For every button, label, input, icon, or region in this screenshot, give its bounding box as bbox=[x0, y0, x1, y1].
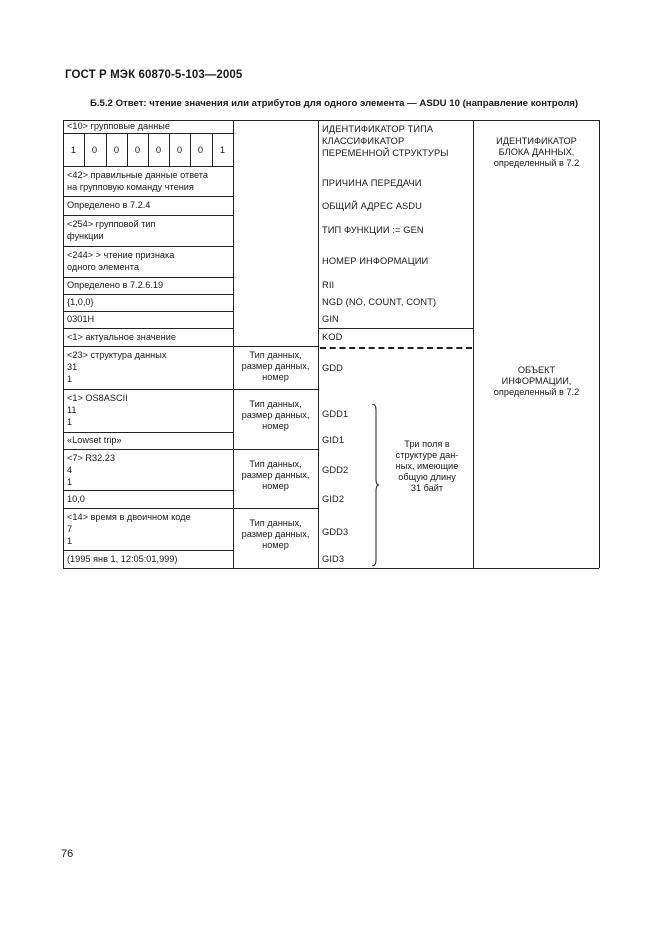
label-fun: ТИП ФУНКЦИИ := GEN bbox=[322, 225, 424, 235]
label-gdd: GDD bbox=[322, 363, 343, 373]
bit-3: 0 bbox=[113, 144, 120, 155]
correct-response-line-1: <42> правильные данные ответа bbox=[67, 170, 208, 180]
type-note-gdd3: Тип данных, размер данных, номер bbox=[241, 518, 310, 550]
gdd2-size: 4 bbox=[67, 465, 73, 475]
group-data-label: <10> групповые данные bbox=[67, 121, 170, 131]
type-note-gdd2: Тип данных, размер данных, номер bbox=[241, 459, 310, 491]
gid3-value: (1995 янв 1, 12:05:01,999) bbox=[67, 554, 178, 564]
gdd1-number: 1 bbox=[67, 417, 73, 427]
gid1-value: «Lowset trip» bbox=[67, 435, 122, 445]
three-fields-brace bbox=[371, 404, 379, 566]
label-gdd3: GDD3 bbox=[322, 527, 349, 537]
bit-1: 1 bbox=[70, 144, 77, 155]
label-vsq-1: КЛАССИФИКАТОР bbox=[322, 136, 405, 146]
data-unit-identifier: ИДЕНТИФИКАТОР БЛОКА ДАННЫХ, определенный в 7.2 bbox=[493, 136, 580, 168]
bit-5: 0 bbox=[155, 144, 162, 155]
defined-7-2-6-19: Определено в 7.2.6.19 bbox=[67, 280, 164, 290]
bit-6: 0 bbox=[176, 144, 183, 155]
gdd0-number: 1 bbox=[67, 374, 73, 384]
label-gid2: GID2 bbox=[322, 494, 345, 504]
label-asdu-addr: ОБЩИЙ АДРЕС ASDU bbox=[322, 201, 422, 211]
bit-7: 0 bbox=[197, 144, 204, 155]
label-type-id: ИДЕНТИФИКАТОР ТИПА bbox=[322, 124, 434, 134]
gin-value: 0301H bbox=[67, 314, 95, 324]
group-type-line-2: функции bbox=[67, 231, 104, 241]
correct-response-line-2: на групповую команду чтения bbox=[67, 182, 194, 192]
section-title: Б.5.2 Ответ: чтение значения или атрибутов для одного элемента — ASDU 10 (направление контроля) bbox=[90, 98, 579, 109]
bit-8: 1 bbox=[219, 144, 226, 155]
kod-value: <1> актуальное значение bbox=[67, 332, 176, 342]
type-note-gdd: Тип данных, размер данных, номер bbox=[241, 350, 310, 382]
gdd2-type: <7> R32.23 bbox=[67, 453, 116, 463]
bit-2: 0 bbox=[91, 144, 98, 155]
gdd3-number: 1 bbox=[67, 536, 73, 546]
page-number: 76 bbox=[61, 848, 74, 860]
label-rii: RII bbox=[322, 280, 335, 290]
gdd3-type: <14> время в двоичном коде bbox=[67, 512, 191, 522]
read-attr-line-1: <244> > чтение признака bbox=[67, 250, 175, 260]
label-gdd2: GDD2 bbox=[322, 465, 349, 475]
gdd2-number: 1 bbox=[67, 477, 73, 487]
label-gdd1: GDD1 bbox=[322, 409, 349, 419]
label-cot: ПРИЧИНА ПЕРЕДАЧИ bbox=[322, 178, 422, 188]
three-fields-note: Три поля в структуре дан- ных, имеющие общую длину 31 байт bbox=[395, 439, 459, 493]
label-gin: GIN bbox=[322, 314, 339, 324]
label-gid3: GID3 bbox=[322, 554, 345, 564]
gdd0-type: <23> структура данных bbox=[67, 350, 167, 360]
type-note-gdd1: Тип данных, размер данных, номер bbox=[241, 399, 310, 431]
information-object: ОБЪЕКТ ИНФОРМАЦИИ, определенный в 7.2 bbox=[493, 365, 580, 397]
label-vsq-2: ПЕРЕМЕННОЙ СТРУКТУРЫ bbox=[322, 148, 449, 158]
label-gid1: GID1 bbox=[322, 435, 345, 445]
label-ngd: NGD (NO, COUNT, CONT) bbox=[322, 297, 437, 307]
document-header: ГОСТ Р МЭК 60870-5-103—2005 bbox=[65, 69, 243, 81]
gdd0-size: 31 bbox=[67, 362, 78, 372]
defined-7-2-4: Определено в 7.2.4 bbox=[67, 200, 151, 210]
group-type-line-1: <254> групповой тип bbox=[67, 219, 156, 229]
ngd-value: {1,0,0} bbox=[67, 297, 94, 307]
label-inf: НОМЕР ИНФОРМАЦИИ bbox=[322, 256, 429, 266]
gdd1-size: 11 bbox=[67, 405, 77, 415]
bit-4: 0 bbox=[134, 144, 141, 155]
gid2-value: 10,0 bbox=[67, 494, 85, 504]
gdd1-type: <1> OS8ASCII bbox=[67, 393, 128, 403]
read-attr-line-2: одного элемента bbox=[67, 262, 139, 272]
gdd3-size: 7 bbox=[67, 524, 73, 534]
label-kod: KOD bbox=[322, 332, 343, 342]
